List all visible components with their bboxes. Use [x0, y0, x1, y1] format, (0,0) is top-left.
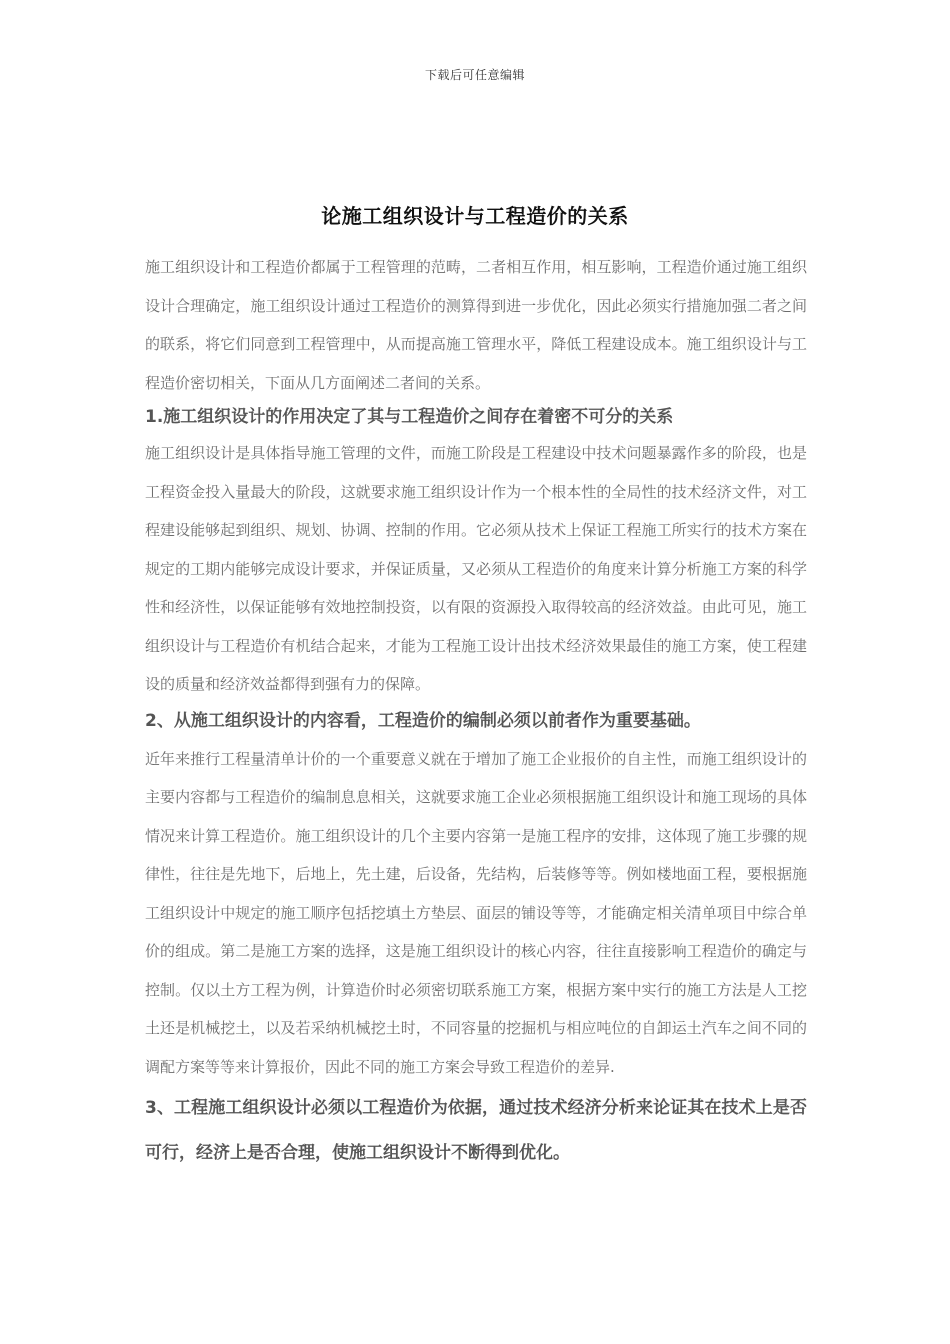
page-header-note: 下载后可任意编辑 [424, 68, 525, 82]
section-1-heading: 1.施工组织设计的作用决定了其与工程造价之间存在着密不可分的关系 [145, 407, 674, 427]
document-title: 论施工组织设计与工程造价的关系 [321, 204, 629, 228]
intro-paragraph: 施工组织设计和工程造价都属于工程管理的范畴，二者相互作用，相互影响，工程造价通过施工组织设计合理确定，施工组织设计通过工程造价的测算得到进一步优化，因此必须实行措施加强二者之间的联系，将它们同意到工程管理中，从而提高施工管理水平，降低工程建设成本。施工组织设计与工程造价密切相关，下面从几方面阐述二者间的关系。 [145, 258, 807, 392]
section-2-paragraph: 近年来推行工程量清单计价的一个重要意义就在于增加了施工企业报价的自主性，而施工组织设计的主要内容都与工程造价的编制息息相关，这就要求施工企业必须根据施工组织设计和施工现场的具体情况来计算工程造价。施工组织设计的几个主要内容第一是施工程序的安排，这体现了施工步骤的规律性，往往是先地下，后地上，先土建，后设备，先结构，后装修等等。例如楼地面工程，要根据施工组织设计中规定的施工顺序包括挖填土方垫层、面层的铺设等等，才能确定相关清单项目中综合单价的组成。第二是施工方案的选择，这是施工组织设计的核心内容，往往直接影响工程造价的确定与控制。仅以土方工程为例，计算造价时必须密切联系施工方案，根据方案中实行的施工方法是人工挖土还是机械挖土，以及若采纳机械挖土时，不同容量的挖掘机与相应吨位的自卸运土汽车之间不同的调配方案等等来计算报价，因此不同的施工方案会导致工程造价的差异. [145, 749, 807, 1076]
document-body [145, 248, 807, 1176]
section-2-heading: 2、从施工组织设计的内容看，工程造价的编制必须以前者作为重要基础。 [145, 710, 701, 731]
section-1-paragraph: 施工组织设计是具体指导施工管理的文件，而施工阶段是工程建设中技术问题暴露作多的阶段，也是工程资金投入量最大的阶段，这就要求施工组织设计作为一个根本性的全局性的技术经济文件，对工程建设能够起到组织、规划、协调、控制的作用。它必须从技术上保证工程施工所实行的技术方案在规定的工期内能够完成设计要求，并保证质量，又必须从工程造价的角度来计算分析施工方案的科学性和经济性，以保证能够有效地控制投资，以有限的资源投入取得较高的经济效益。由此可见，施工组织设计与工程造价有机结合起来，才能为工程施工设计出技术经济效果最佳的施工方案，使工程建设的质量和经济效益都得到强有力的保障。 [145, 444, 807, 693]
section-3-heading: 3、工程施工组织设计必须以工程造价为依据，通过技术经济分析来论证其在技术上是否可行，经济上是否合理，使施工组织设计不断得到优化。 [145, 1098, 807, 1163]
